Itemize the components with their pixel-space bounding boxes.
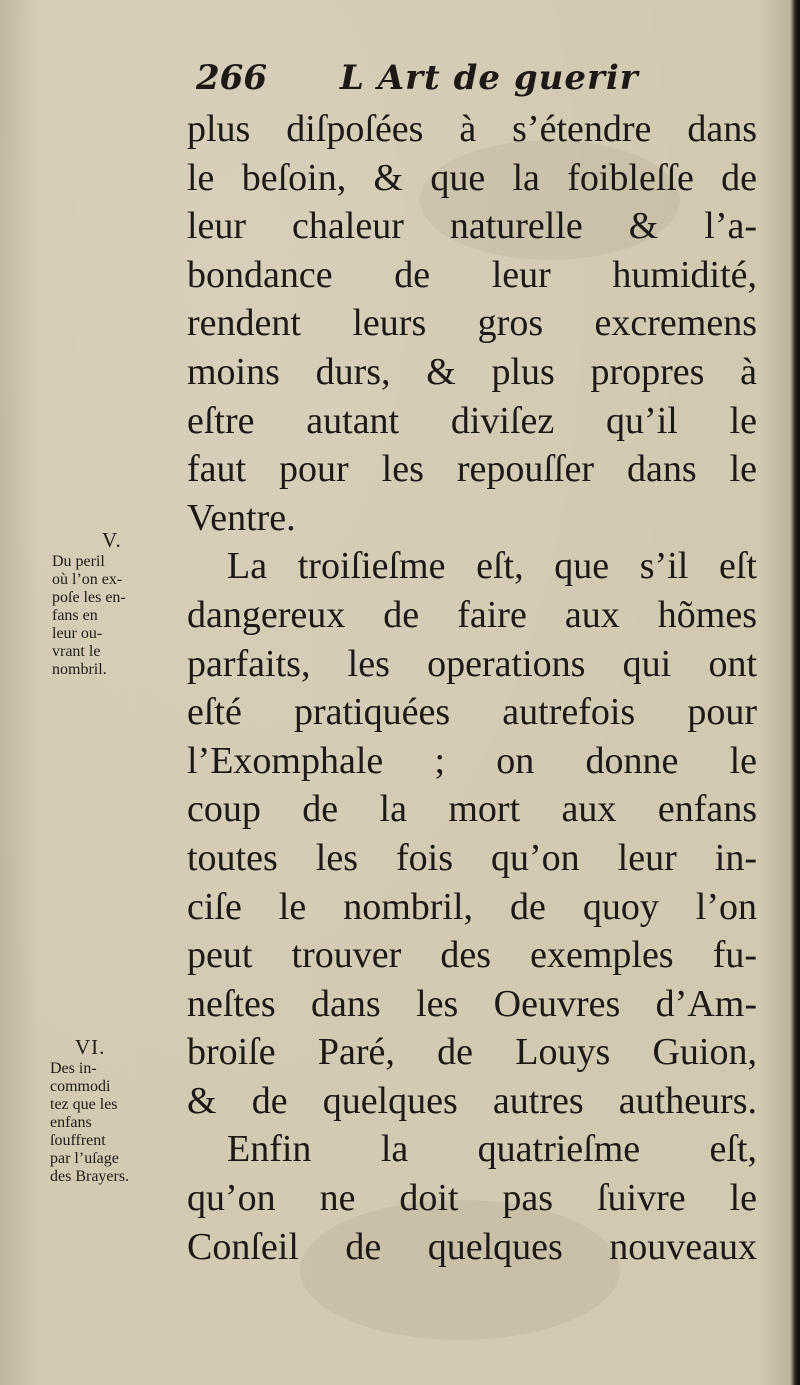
margin-note-line: commodi (50, 1078, 111, 1095)
margin-note-line: ſouffrent (50, 1132, 106, 1149)
text-line: plus diſpoſées à s’étendre dans (187, 108, 757, 150)
text-line: toutes les fois qu’on leur in- (187, 836, 757, 879)
text-line: dangereux de faire aux hõmes (187, 593, 757, 636)
margin-note-line: tez que les (50, 1096, 118, 1113)
margin-note-line: fans en (52, 607, 98, 624)
text-line: Ventre. (187, 496, 296, 539)
margin-note-line: vrant le (52, 643, 101, 660)
text-line: qu’on ne doit pas ſuivre le (187, 1177, 757, 1220)
text-line: leur chaleur naturelle & l’a- (187, 205, 757, 248)
margin-note-line: des Brayers. (50, 1168, 130, 1185)
margin-note-line: leur ou- (52, 625, 103, 642)
main-text (187, 105, 757, 1271)
page-number: 266 (196, 58, 267, 98)
margin-note-numeral: VI. (75, 1035, 106, 1059)
text-line: faut pour les repouſſer dans le (187, 448, 757, 491)
running-title: L Art de guerir (340, 58, 639, 98)
margin-note-line: enfans (50, 1114, 92, 1131)
text-line: Enfin la quatrieſme eſt, (227, 1128, 757, 1171)
margin-note-line: par l’uſage (50, 1150, 119, 1167)
text-line: ciſe le nombril, de quoy l’on (187, 885, 757, 928)
margin-note-line: où l’on ex- (52, 571, 123, 588)
text-line: & de quelques autres autheurs. (187, 1079, 757, 1122)
text-line: parfaits, les operations qui ont (187, 642, 757, 685)
text-line: La troiſieſme eſt, que s’il eſt (227, 545, 757, 588)
margin-note-line: Des in- (50, 1060, 97, 1077)
text-line: peut trouver des exemples fu- (187, 934, 757, 977)
text-line: neſtes dans les Oeuvres d’Am- (187, 982, 757, 1025)
margin-note-numeral: V. (102, 528, 122, 552)
margin-note-v (52, 527, 172, 679)
text-line: moins durs, & plus propres à (187, 350, 757, 393)
text-line: eſté pratiquées autrefois pour (187, 691, 757, 734)
text-line: rendent leurs gros excremens (187, 302, 757, 345)
page-edge-shadow (792, 0, 800, 1385)
margin-note-line: nombril. (52, 661, 107, 678)
text-line: Conſeil de quelques nouveaux (187, 1225, 757, 1268)
text-line: l’Exomphale ; on donne le (187, 739, 757, 782)
page-header (0, 58, 800, 108)
margin-note-line: Du peril (52, 553, 105, 570)
text-line: coup de la mort aux enfans (187, 788, 757, 831)
text-line: broiſe Paré, de Louys Guion, (187, 1031, 757, 1074)
text-line: le beſoin, & que la foibleſſe de (187, 156, 757, 199)
text-line: eſtre autant diviſez qu’il le (187, 399, 757, 442)
text-line: bondance de leur humidité, (187, 253, 757, 296)
margin-note-line: poſe les en- (52, 589, 126, 606)
margin-note-vi (50, 1034, 175, 1186)
